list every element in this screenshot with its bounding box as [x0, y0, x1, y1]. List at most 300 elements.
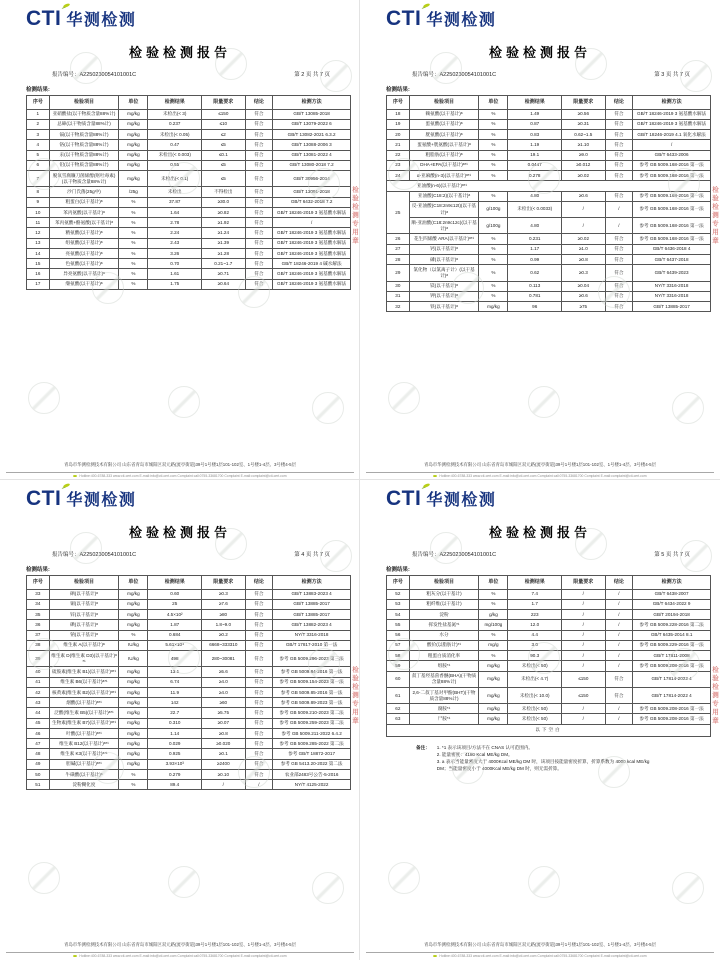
- cell-conclusion: 符合: [605, 150, 633, 160]
- cell-unit: %: [479, 254, 508, 264]
- cell-unit: %: [119, 197, 148, 207]
- cell-item: 尸胺*¹: [409, 714, 479, 724]
- cell-unit: mg/kg: [119, 728, 148, 738]
- contact-info-line: Hotline:400-6788-333 www.cti-cert.com E-mail:info@cti-cert.com Complaint call:0755-33681700 Complaint E-mail:complaint@cti-cert.com: [6, 952, 354, 959]
- table-row: [387, 160, 711, 170]
- cell-unit: mg/kg: [479, 687, 508, 703]
- cell-method: GB/T 13082-2021 6.3.2: [273, 130, 351, 140]
- column-header: 检测方法: [633, 576, 711, 590]
- table-row: [27, 651, 351, 667]
- page-indicator: 第 4 页 共 7 页: [294, 552, 330, 558]
- cell-conclusion: /: [605, 630, 633, 640]
- cell-item: 维生素 B12(以干基计)ᵃ*¹: [49, 739, 119, 749]
- cell-no: 53: [387, 599, 410, 609]
- cell-item: 沙门氏菌(25g中): [49, 187, 119, 197]
- results-section-label: 检测结果:: [26, 567, 50, 573]
- cell-method: 参考 GB 5009.296-2023 第三法: [273, 651, 351, 667]
- cell-no: 12: [27, 228, 50, 238]
- cell-method: GB/T 6436-2018 4: [633, 244, 711, 254]
- cell-item: 氯化物（以氯离子计）(以干基计)ᵃ: [409, 265, 479, 281]
- cell-method: GB/T 13081-2022 4: [273, 150, 351, 160]
- cell-conclusion: 符合: [245, 279, 273, 289]
- cell-item: 酸价(以脂肪计)*¹: [409, 640, 479, 650]
- table-row: [387, 671, 711, 687]
- cell-result: 1.64: [148, 207, 201, 217]
- cti-logo-chinese: 华测检测: [426, 492, 497, 509]
- cell-no: 2: [27, 119, 50, 129]
- cell-unit: mg/kg: [119, 150, 148, 160]
- cell-method: GB/T 18246-2019 3 氨基酸水解法: [633, 109, 711, 119]
- cell-method: 参考 GB 5009.85-2016 第一法: [273, 687, 351, 697]
- cell-item: 烟酸(以干基计)ᵃ*¹: [49, 698, 119, 708]
- table-row: [387, 651, 711, 661]
- cell-no: 55: [387, 620, 410, 630]
- cell-item: 铁(以干基计)ᵃ: [409, 302, 479, 312]
- cell-conclusion: /: [605, 661, 633, 671]
- results-table-head: [387, 576, 711, 590]
- cell-item: 组胺*¹: [409, 661, 479, 671]
- cell-method: GB/T 6433-2006: [633, 150, 711, 160]
- results-table-head: [27, 576, 351, 590]
- seal-edge-stamp-icon: 检验检测专用章: [711, 186, 718, 246]
- cell-limit: ≥0.8: [561, 254, 605, 264]
- cell-item: 泛酸(维生素 B5)(以干基计)ᵃ*¹: [49, 708, 119, 718]
- cell-limit: ≥0.07: [201, 718, 245, 728]
- cell-method: GB/T 18246-2019 3 氨基酸水解法: [273, 238, 351, 248]
- cell-no: 49: [27, 759, 50, 769]
- cell-conclusion: /: [605, 714, 633, 724]
- cell-result: 4.80: [508, 218, 561, 234]
- cell-method: GB/T 6432-2018 7.2: [273, 197, 351, 207]
- report-number: 报告编号：A2250230054101001C: [52, 72, 137, 78]
- blank-note-cell: 以下空白: [387, 724, 711, 736]
- results-section-label: 检测结果:: [26, 87, 50, 93]
- cell-method: GB/T 13885-2017: [633, 302, 711, 312]
- cell-no: 23: [387, 160, 410, 170]
- cell-item: 蛋氨酸+胱氨酸(以干基计)ᵃ: [409, 140, 479, 150]
- cell-result: 未检出(< 50): [508, 704, 561, 714]
- column-header: 限量要求: [201, 576, 245, 590]
- cell-result: 0.47: [148, 140, 201, 150]
- cell-method: GB/T 18246-2019 3 氨基酸水解法: [273, 248, 351, 258]
- cell-limit: ≤150: [561, 687, 605, 703]
- cell-result: 1.14: [148, 728, 201, 738]
- cell-method: 参考 GB 5009.208-2016 第一法: [633, 704, 711, 714]
- cell-method: 参考 GB 5009.89-2023 第一法: [273, 698, 351, 708]
- cell-limit: ≥0.31: [561, 119, 605, 129]
- column-header: 检验项目: [49, 576, 119, 590]
- cell-unit: mg/100g: [479, 620, 508, 630]
- results-table: [386, 95, 711, 312]
- remark-line: 3. a 表示当能量密度大于 4000Kcal ME/kg DM 时，该项目按能量密度折算，折算系数为 4000 kcal ME/kg DM；当能量密度小于 4000Kcal ME/kg DM 时，则无需折算。: [436, 758, 650, 771]
- cell-method: 参考 GB 5009.259-2023 第二法: [273, 718, 351, 728]
- cell-item: 铜(以干基计)ᵃ: [49, 599, 119, 609]
- cell-limit: /: [561, 630, 605, 640]
- cell-no: 56: [387, 630, 410, 640]
- table-row: [27, 759, 351, 769]
- cell-conclusion: 符合: [605, 291, 633, 301]
- cell-result: 0.781: [508, 291, 561, 301]
- cell-item: 锌(以干基计)ᵃ: [49, 610, 119, 620]
- table-row: [387, 265, 711, 281]
- cell-method: 参考 GB 5009.168-2016 第一法: [633, 218, 711, 234]
- report-meta: [52, 70, 330, 78]
- cell-method: GB/T 17817-2010 第一法: [273, 640, 351, 650]
- table-row: [27, 620, 351, 630]
- cell-item: 磷(以干基计)ᵃ: [409, 254, 479, 264]
- cell-no: 61: [387, 687, 410, 703]
- results-table-head: [387, 96, 711, 110]
- cell-unit: mg/kg: [119, 160, 148, 170]
- cell-no: 6: [27, 160, 50, 170]
- cell-conclusion: 符合: [605, 687, 633, 703]
- column-header: 检测方法: [273, 96, 351, 110]
- cell-result: 37.87: [148, 197, 201, 207]
- cell-method: 参考 GB/T 18872-2017: [273, 749, 351, 759]
- cell-unit: %: [479, 589, 508, 599]
- cell-item: 粗脂肪(以干基计)ᵃ: [409, 150, 479, 160]
- leaf-icon: [423, 483, 431, 488]
- cell-unit: mg/kg: [119, 610, 148, 620]
- report-title: 检验检测报告: [488, 525, 591, 540]
- cell-conclusion: 符合: [605, 140, 633, 150]
- cell-conclusion: 符合: [245, 259, 273, 269]
- table-row: [387, 589, 711, 599]
- cell-item: 精氨酸(以干基计)ᵃ: [49, 228, 119, 238]
- cell-result: 25: [148, 599, 201, 609]
- cell-method: GB/T 17814-2022 4: [633, 687, 711, 703]
- cell-method: /: [633, 140, 711, 150]
- cti-logo: [386, 6, 720, 29]
- cell-method: GB/T 18246-2019 3 氨基酸水解法: [273, 279, 351, 289]
- seal-edge-stamp-icon: 检验检测专用章: [351, 666, 358, 726]
- cell-limit: ≤150: [561, 671, 605, 687]
- cell-method: GB/T 6439-2023: [633, 265, 711, 281]
- cell-limit: /: [561, 704, 605, 714]
- seal-edge-stamp-icon: 检验检测专用章: [711, 666, 718, 726]
- cell-no: 24: [387, 171, 410, 181]
- cell-result: 0.87: [508, 119, 561, 129]
- cell-limit: ≥0.012: [561, 160, 605, 170]
- cell-conclusion: /: [605, 620, 633, 630]
- cell-unit: mg/kg: [119, 677, 148, 687]
- cell-limit: ≥1.92: [201, 218, 245, 228]
- cell-no: 13: [27, 238, 50, 248]
- cell-no: 20: [387, 130, 410, 140]
- cell-limit: /: [561, 661, 605, 671]
- cell-unit: %: [119, 218, 148, 228]
- cell-item: 反-亚油酸(C18:2n9c12t)(以干基计)ᵃ: [409, 201, 479, 217]
- table-row: [387, 109, 711, 119]
- cell-limit: ≥0.6: [561, 191, 605, 201]
- table-row: [27, 589, 351, 599]
- cell-unit: %: [119, 259, 148, 269]
- column-header: 结论: [605, 576, 633, 590]
- column-header: 检测方法: [273, 576, 351, 590]
- table-row: [387, 150, 711, 160]
- cell-method: GB/T 17814-2022 4: [633, 671, 711, 687]
- cell-method: 参考 GB 5009.211-2022 6.4.2: [273, 728, 351, 738]
- table-row: [387, 687, 711, 703]
- cell-item: 叔丁基羟基茴香醚(BHA)(干物质含量88%计): [409, 671, 479, 687]
- cell-limit: ≥0.3: [561, 265, 605, 281]
- table-row: [27, 630, 351, 640]
- cell-no: 27: [387, 244, 410, 254]
- remarks-block: [416, 745, 702, 773]
- cell-unit: %: [479, 130, 508, 140]
- cell-no: 60: [387, 671, 410, 687]
- cell-limit: ≥0.10: [201, 769, 245, 779]
- cell-item: 2,6-二叔丁基对甲酚(BHT)(干物质含量88%计): [409, 687, 479, 703]
- page-indicator: 第 2 页 共 7 页: [294, 72, 330, 78]
- cell-conclusion: 符合: [605, 234, 633, 244]
- cell-limit: 6668~333310: [201, 640, 245, 650]
- report-page: [360, 0, 720, 480]
- cell-conclusion: 符合: [245, 759, 273, 769]
- cell-result: 1.17: [508, 244, 561, 254]
- table-row: [27, 171, 351, 187]
- column-header: 序号: [27, 96, 50, 110]
- cell-limit: /: [561, 589, 605, 599]
- page-indicator: 第 3 页 共 7 页: [654, 72, 690, 78]
- cell-conclusion: 符合: [245, 130, 273, 140]
- cell-method: GB/T 13079-2022 6: [273, 119, 351, 129]
- results-table-body: [387, 109, 711, 312]
- cell-conclusion: 符合: [245, 651, 273, 667]
- results-table-body: [27, 589, 351, 790]
- results-section-label: 检测结果:: [386, 87, 410, 93]
- cell-no: 3: [27, 130, 50, 140]
- cell-method: 参考 GB 5009.168-2016 第一法: [633, 160, 711, 170]
- leaf-icon: [423, 3, 431, 8]
- cell-limit: 0.62~1.5: [561, 130, 605, 140]
- cell-no: 59: [387, 661, 410, 671]
- cell-limit: /: [561, 599, 605, 609]
- cti-logo-latin: CTI: [26, 487, 62, 510]
- column-header: 序号: [387, 576, 410, 590]
- column-header: 限量要求: [201, 96, 245, 110]
- table-row: [387, 244, 711, 254]
- column-header: 检测结果: [148, 96, 201, 110]
- cti-watermark-icon: [312, 392, 344, 424]
- cell-conclusion: 符合: [245, 687, 273, 697]
- table-row: [27, 119, 351, 129]
- column-header: 序号: [387, 96, 410, 110]
- cell-limit: ≥75: [561, 302, 605, 312]
- cell-limit: ≥0.1: [201, 749, 245, 759]
- header-row: [387, 96, 711, 110]
- cell-method: GB/T 30956-2014: [273, 171, 351, 187]
- cell-conclusion: 符合: [245, 171, 273, 187]
- cell-method: 参考 GB 5009.168-2016 第一法: [633, 191, 711, 201]
- table-row: [387, 724, 711, 736]
- table-row: [27, 687, 351, 697]
- table-row: [27, 718, 351, 728]
- cell-no: 50: [27, 769, 50, 779]
- cell-method: GB/T 6438-2007: [633, 589, 711, 599]
- cell-no: 16: [27, 269, 50, 279]
- table-row: [27, 780, 351, 790]
- cell-method: GB/T 20194-2018: [633, 610, 711, 620]
- cell-no: 4: [27, 140, 50, 150]
- cell-result: 11.9: [148, 687, 201, 697]
- cell-result: 0.278: [508, 171, 561, 181]
- column-header: 限量要求: [561, 96, 605, 110]
- cell-item: 维生素 K3(以干基计)ᵃ*¹: [49, 749, 119, 759]
- cell-result: 5.61×10⁴: [148, 640, 201, 650]
- cell-no: 63: [387, 714, 410, 724]
- table-row: [387, 661, 711, 671]
- cell-item: 粗灰分(以干基计): [409, 589, 479, 599]
- cell-limit: ≥0.04: [561, 281, 605, 291]
- cell-item: 硒(以干基计)ᵃ: [49, 589, 119, 599]
- cell-no: 5: [27, 150, 50, 160]
- cti-watermark-icon: [312, 872, 344, 904]
- cell-result: 0.83: [508, 130, 561, 140]
- cell-no: 15: [27, 259, 50, 269]
- table-row: [27, 728, 351, 738]
- cell-method: GB/T 18246-2019 4 碱水解法: [273, 259, 351, 269]
- cell-limit: ≥1.28: [201, 248, 245, 258]
- cell-conclusion: /: [605, 610, 633, 620]
- column-header: 检验项目: [409, 96, 479, 110]
- cell-result: 1.75: [148, 279, 201, 289]
- cell-limit: ≥1.39: [201, 238, 245, 248]
- cell-result: 96: [508, 302, 561, 312]
- cell-limit: ≥0.2: [201, 630, 245, 640]
- cell-no: 9: [27, 197, 50, 207]
- cell-item: 碘(以干基计)ᵃ: [49, 620, 119, 630]
- cell-conclusion: 符合: [245, 119, 273, 129]
- table-row: [387, 630, 711, 640]
- cell-result: 223: [508, 610, 561, 620]
- cell-result: 未检出(< 0.05): [148, 130, 201, 140]
- cell-conclusion: 符合: [245, 698, 273, 708]
- cell-unit: mg/kg: [119, 119, 148, 129]
- cti-logo: [386, 486, 720, 509]
- cell-result: 未检出(< 0.003): [148, 150, 201, 160]
- report-page: [360, 480, 720, 960]
- cell-item: 脱氧雪腐镰刀菌烯醇(呕吐毒素)(以干物质含量88%计): [49, 171, 119, 187]
- cell-unit: %: [479, 191, 508, 201]
- table-row: [27, 640, 351, 650]
- cell-no: 35: [27, 610, 50, 620]
- cti-watermark-icon: [528, 386, 560, 418]
- cell-method: GB/T 17811-2008: [633, 651, 711, 661]
- remark-line: 2. 能量密度：4180 Kcal ME/kg DM。: [436, 751, 513, 757]
- cell-result: 0.70: [148, 259, 201, 269]
- table-row: [387, 191, 711, 201]
- cell-no: 17: [27, 279, 50, 289]
- cell-item: 铬(以干物质含量88%计): [49, 140, 119, 150]
- cell-limit: ≤0.1: [201, 150, 245, 160]
- cell-unit: mg/kg: [119, 589, 148, 599]
- cell-no: 30: [387, 281, 410, 291]
- cell-item: 水分: [409, 630, 479, 640]
- cell-item: 亚油酸(C18:2)(以干基计)ᵃ: [409, 191, 479, 201]
- cell-method: 参考 GB 5009.84-2016 第一法: [273, 667, 351, 677]
- cell-unit: mg/kg: [119, 687, 148, 697]
- cell-no: 32: [387, 302, 410, 312]
- cell-unit: %: [119, 269, 148, 279]
- cell-unit: %: [119, 769, 148, 779]
- table-row: [27, 109, 351, 119]
- cell-unit: %: [479, 651, 508, 661]
- cell-method: GB/T 13885-2017: [273, 599, 351, 609]
- cell-method: GB/T 18246-2019 4.1 氧化水解法: [633, 130, 711, 140]
- cell-item: 胱氨酸(以干基计)ᵃ: [409, 130, 479, 140]
- cell-method: 参考 GB 5009.168-2016 第一法: [633, 171, 711, 181]
- column-header: 序号: [27, 576, 50, 590]
- cell-method: GB/T 18246-2019 3 氨基酸水解法: [273, 228, 351, 238]
- cell-no: 47: [27, 739, 50, 749]
- cell-limit: ≥1.0: [561, 244, 605, 254]
- cell-limit: ≥5.6: [201, 667, 245, 677]
- cell-conclusion: 符合: [605, 265, 633, 281]
- cti-watermark-icon: [388, 382, 420, 414]
- cell-method: NY/T 4125-2022: [273, 780, 351, 790]
- cell-result: 0.310: [148, 718, 201, 728]
- cti-watermark-icon: [28, 382, 60, 414]
- cell-unit: mg/kg: [119, 620, 148, 630]
- cell-limit: /: [561, 201, 605, 217]
- cell-limit: ≥0.64: [201, 279, 245, 289]
- cell-method: /: [273, 218, 351, 228]
- cell-no: 21: [387, 140, 410, 150]
- cell-method: GB/T 13080-2018 7.2: [273, 160, 351, 170]
- cell-limit: ≥2400: [201, 759, 245, 769]
- cell-no: 37: [27, 630, 50, 640]
- report-meta: [412, 70, 690, 78]
- header-row: [27, 576, 351, 590]
- cell-unit: mg/kg: [119, 140, 148, 150]
- seal-edge-stamp-icon: 检验检测专用章: [351, 186, 358, 246]
- table-row: [27, 207, 351, 217]
- cell-unit: g/kg: [479, 610, 508, 620]
- cell-limit: ≥0.020: [201, 739, 245, 749]
- cell-conclusion: 符合: [605, 109, 633, 119]
- cell-limit: ≥7.6: [201, 599, 245, 609]
- cell-unit: %: [479, 119, 508, 129]
- cell-result: 3.0: [508, 640, 561, 650]
- cell-conclusion: 符合: [245, 620, 273, 630]
- column-header: 单位: [479, 96, 508, 110]
- cell-no: 29: [387, 265, 410, 281]
- cell-item: 生物素(维生素 B7)(以干基计)ᵃ*¹: [49, 718, 119, 728]
- cell-unit: %: [119, 238, 148, 248]
- cell-unit: %: [479, 599, 508, 609]
- cell-result: 2.78: [148, 218, 201, 228]
- cell-no: 34: [27, 599, 50, 609]
- cell-limit: /: [561, 610, 605, 620]
- cell-result: 未检出(< 50): [508, 714, 561, 724]
- table-row: [27, 238, 351, 248]
- column-header: 检测方法: [633, 96, 711, 110]
- cell-limit: ≥4.0: [201, 677, 245, 687]
- cell-result: 0.62: [508, 265, 561, 281]
- cell-no: 18: [387, 109, 410, 119]
- table-row: [27, 749, 351, 759]
- cell-item: DHA+EPA(以干基计)ᵃ*¹: [409, 160, 479, 170]
- cell-limit: ≤5: [201, 140, 245, 150]
- cell-result: 0.925: [148, 749, 201, 759]
- cell-item: 镉(以干物质含量88%计): [49, 130, 119, 140]
- cell-unit: %: [479, 140, 508, 150]
- cell-conclusion: 符合: [245, 109, 273, 119]
- cell-conclusion: /: [605, 589, 633, 599]
- table-row: [27, 197, 351, 207]
- remarks-label: 备注：: [416, 744, 430, 750]
